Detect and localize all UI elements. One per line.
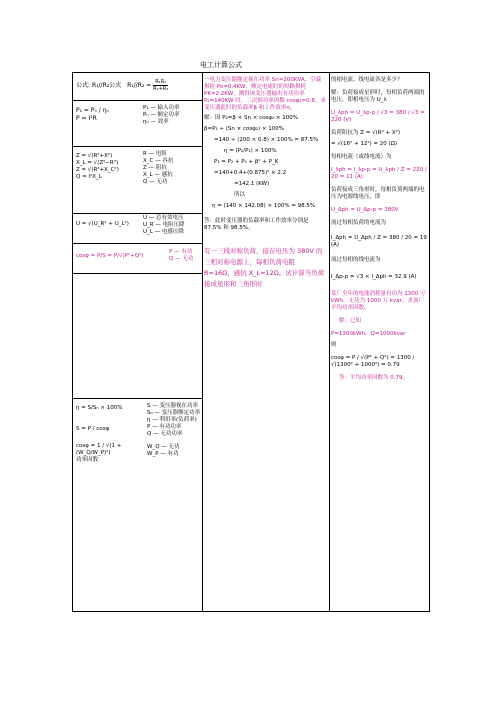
solution-line: = √(16² + 12²) = 20 (Ω) xyxy=(331,141,398,147)
left-row-2-legend xyxy=(143,105,201,126)
solution-line: =142.1 (KW) xyxy=(234,181,270,187)
formula-line: P = I²R xyxy=(76,115,97,122)
solution-line: I_λph = I_λp-p = U_λph / Z = 220 / 20 = 11 (A) xyxy=(331,167,427,180)
problem-2-text: 有一三线对称负荷，接在电压为 380V 的三相对称电源上，每相负荷电阻 R=16Ω，感抗 X_L=12Ω。试计算当负荷接成星形和三角形时 xyxy=(204,247,325,288)
formula-line: Q = I²X_L xyxy=(76,174,102,180)
legend-item: U — 总有效电压 xyxy=(143,215,184,221)
solution-line: P₁ = P₂ + P₀ + β² + P_K xyxy=(214,159,279,165)
legend-item: Z — 阻抗 xyxy=(143,165,167,171)
legend-item: U_R — 电阻压降 xyxy=(143,222,185,228)
problem-1-text: 一电力变压器额定视在功率 Sn=200KVA，空载损耗 Po=0.4KW，额定电流时的短路损耗 PK=2.2KW，测得该变压器输出有功功率 P₂=140KW 时，二次则功率因数 cosφ₂=0.8。求变压器此时的负载率β 和工作效率η。 xyxy=(204,77,326,111)
solution-line: U_Δph = U_Δp-p = 380V xyxy=(331,207,399,213)
left-row-5-legend xyxy=(169,249,201,263)
formula-line: P₁ = Pₙ / ηₙ xyxy=(76,107,109,114)
row-divider-4 xyxy=(73,243,203,244)
formula-line: Z = √(R²+X²) xyxy=(76,153,113,159)
solution-line: P=1300kWh，Q=1000kvar xyxy=(331,331,406,337)
middle-column xyxy=(204,77,326,290)
parallel-formula-lhs: R₁//R₂ = xyxy=(127,82,152,89)
parallel-formula-name: R₁//R₂公式 xyxy=(91,82,122,89)
formula-line: cosφ = P/S = P/√(P²+Q²) xyxy=(76,253,144,259)
solution-line: 每相电流（或线电流）为 xyxy=(331,154,392,160)
solution-line: =140+0.4+(0.875)² × 2.2 xyxy=(214,170,287,176)
legend-item: ηₙ — 效率 xyxy=(143,119,169,125)
solution-line: η = (140 × 142.08) × 100% = 98.5% xyxy=(212,203,316,209)
legend-item: P — 有功 xyxy=(169,249,193,255)
legend-item: U_L — 电感压降 xyxy=(143,229,184,235)
row-divider-6 xyxy=(73,398,203,399)
col-divider-2 xyxy=(329,73,330,611)
col-divider-1 xyxy=(202,73,203,611)
solution-line: 解：已知 xyxy=(339,318,362,324)
legend-item: Q — 无功 xyxy=(169,256,194,262)
legend-item: P — 有功功率 xyxy=(147,424,182,430)
solution-line: 解：负荷接成星形时，每相负荷两端的电压，即相电压为 U_λ xyxy=(331,90,425,103)
legend-item: Pₙ — 额定功率 xyxy=(143,112,180,118)
problem-2-continued: 的相电流、线电流各是多少？ xyxy=(331,77,403,83)
formula-table xyxy=(72,72,430,612)
left-row-6-legend xyxy=(147,403,201,458)
solution-line: cosφ = P / √(P² + Q²) = 1300 / √(1300² + 1000²) = 0.79 xyxy=(331,355,415,368)
legend-item: R — 电阻 xyxy=(143,151,167,157)
solution-line: I_Δph = U_Δph / Z = 380 / 20 = 19 (A) xyxy=(331,235,427,248)
legend-item: Q — 无功 xyxy=(143,179,168,185)
left-row-4-legend xyxy=(143,215,201,236)
solution-line: 负荷阻抗为 Z = √(R² + X²) xyxy=(331,130,401,136)
legend-item: η — 利用率(负荷率) xyxy=(147,417,197,423)
formula-line: U = √(U_R² + U_L²) xyxy=(76,221,129,227)
answer-line: 答：平均功率因数为 0.79。 xyxy=(339,375,408,381)
row-divider-3 xyxy=(73,213,203,214)
left-row-3-formulas xyxy=(76,153,140,181)
solution-line: 所以 xyxy=(234,192,246,198)
fraction-numerator: R₁R₂ xyxy=(153,79,168,86)
left-row-1 xyxy=(76,79,200,92)
solution-line: 则 xyxy=(331,342,337,348)
formula-line: S = P / cosφ xyxy=(76,426,110,432)
left-row-3-legend xyxy=(143,151,201,186)
legend-item: Q — 无功功率 xyxy=(147,431,183,437)
left-row-6-formulas xyxy=(76,403,146,464)
solution-line: =140 ÷ (200 × 0.8) × 100% = 87.5% xyxy=(214,137,319,143)
formula-line: cosφ = 1 / √(1 + (W_Q/W_P)²) xyxy=(76,443,122,456)
solution-line: β=P₂ ÷ (Sn × cosφ₂) × 100% xyxy=(204,126,285,132)
formula-line: X_L = √(Z²−R²) xyxy=(76,160,119,166)
solution-line: η = (P₂/P₁) × 100% xyxy=(224,148,277,154)
legend-item: P₁ — 输入功率 xyxy=(143,105,180,111)
formula-line: 功率因数 xyxy=(76,457,99,463)
legend-item: W_Q — 无功 xyxy=(147,444,180,450)
right-column xyxy=(331,77,429,382)
row-divider-5 xyxy=(73,273,203,274)
solution-line: 流过每相负荷的电流为 xyxy=(331,220,387,226)
formula-line: η = S/Sₙ × 100% xyxy=(76,405,123,411)
parallel-formula-fraction xyxy=(153,79,168,92)
row-divider-1 xyxy=(73,100,203,101)
fraction-denominator: R₁+R₂ xyxy=(153,86,169,92)
answer-line: 答：此时变压器的负载率和工作效率分别是 87.5% 和 98.5%。 xyxy=(204,218,309,231)
legend-item: X_C — 容抗 xyxy=(143,158,174,164)
solution-line: 解：因 P₂=β × Sn × cosφ₂ × 100% xyxy=(204,115,298,121)
problem-3-text: 某厂全年的电能消耗量有功为 1300 万 kWh，无功为 1000 万 kvar。求该厂平均功率因数。 xyxy=(331,291,426,311)
formula-line: Z = √(R²+X_C²) xyxy=(76,167,119,173)
legend-item: W_P — 有功 xyxy=(147,451,179,457)
legend-item: X_L — 感抗 xyxy=(143,172,173,178)
solution-line: I_Δp-p = √3 × I_Δph = 32.9 (A) xyxy=(331,274,417,280)
solution-line: 负荷接成三角形时，每相负荷两端的电压为电源线电压，即 xyxy=(331,187,425,200)
solution-line: 流过每相的线电流为 xyxy=(331,257,381,263)
left-row-5-formula xyxy=(76,253,158,260)
formula-label: 公式: xyxy=(76,82,91,89)
left-row-2-formulas xyxy=(76,107,136,123)
solution-line: U_λph = U_λp-p / √3 = 380 / √3 = 220 (V) xyxy=(331,110,425,123)
legend-item: S — 变压器视在功率 xyxy=(147,403,198,409)
row-divider-2 xyxy=(73,146,203,147)
page-title: 电工计算公式 xyxy=(200,61,242,69)
left-row-4-formula xyxy=(76,221,140,228)
legend-item: Sₙ — 变压器额定功率 xyxy=(147,410,201,416)
